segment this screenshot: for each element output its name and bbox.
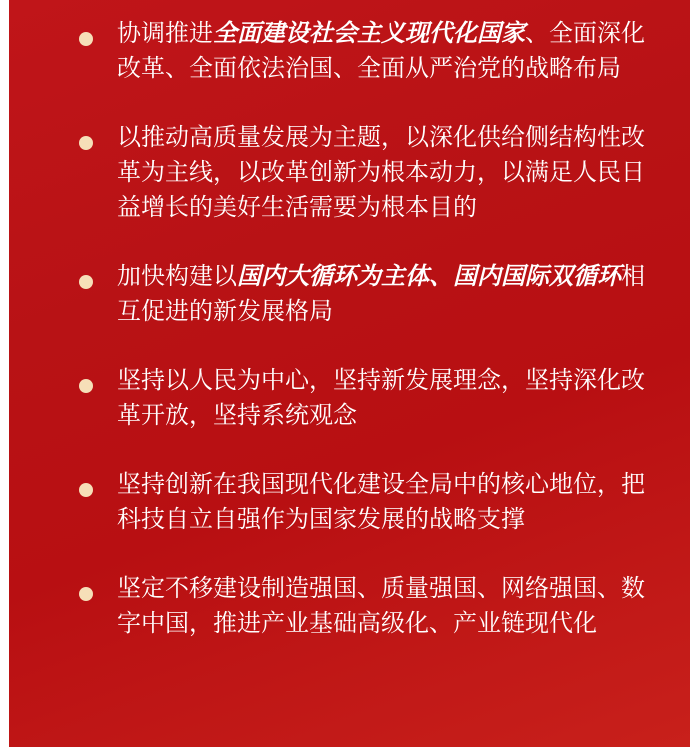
list-item — [9, 259, 690, 329]
red-content-panel — [9, 0, 690, 747]
text-segment: 坚持以人民为中心，坚持新发展理念，坚持深化改革开放，坚持系统观念 — [117, 366, 645, 429]
list-item — [9, 363, 690, 433]
list-item-text — [117, 259, 650, 329]
bullet-dot-icon — [79, 275, 93, 289]
text-segment: 相互促进的新发展格局 — [117, 262, 645, 325]
text-segment: 协调推进 — [117, 19, 213, 47]
bullet-dot-icon — [79, 379, 93, 393]
list-item-text — [117, 467, 650, 537]
list-item — [9, 16, 690, 86]
emphasis-segment: 全面建设社会主义现代化国家 — [213, 19, 525, 47]
emphasis-segment: 国内大循环为主体、国内国际双循环 — [237, 262, 621, 290]
bullet-list — [9, 16, 690, 675]
text-segment: 、全面深化改革、全面依法治国、全面从严治党的战略布局 — [117, 19, 645, 82]
list-item-text — [117, 363, 650, 433]
list-item — [9, 467, 690, 537]
bullet-dot-icon — [79, 587, 93, 601]
list-item — [9, 120, 690, 225]
list-item — [9, 571, 690, 641]
text-segment: 坚持创新在我国现代化建设全局中的核心地位，把科技自立自强作为国家发展的战略支撑 — [117, 470, 645, 533]
text-segment: 坚定不移建设制造强国、质量强国、网络强国、数字中国，推进产业基础高级化、产业链现代化 — [117, 574, 645, 637]
bullet-dot-icon — [79, 483, 93, 497]
list-item-text — [117, 120, 650, 225]
bullet-dot-icon — [79, 136, 93, 150]
list-item-text — [117, 16, 650, 86]
text-segment: 以推动高质量发展为主题，以深化供给侧结构性改革为主线，以改革创新为根本动力，以满足人民日益增长的美好生活需要为根本目的 — [117, 123, 645, 221]
text-segment: 加快构建以 — [117, 262, 237, 290]
bullet-dot-icon — [79, 32, 93, 46]
list-item-text — [117, 571, 650, 641]
